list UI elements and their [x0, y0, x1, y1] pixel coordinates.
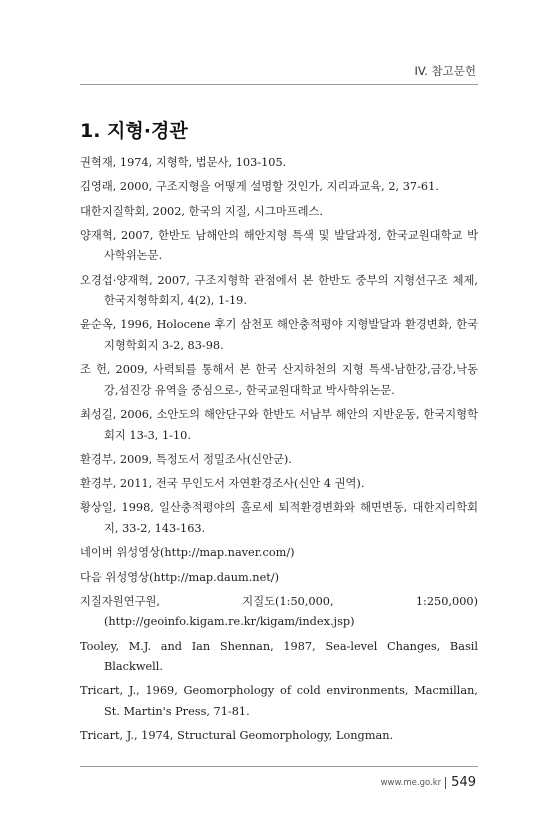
reference-item: 네이버 위성영상(http://map.naver.com/): [80, 546, 295, 560]
reference-item: 양재혁, 2007, 한반도 남해안의 해안지형 특색 및 발달과정, 한국교원대학교 박사학위논문.: [80, 228, 478, 263]
footer-site-url: www.me.go.kr: [380, 777, 442, 788]
reference-item: 오경섭·양재혁, 2007, 구조지형학 관점에서 본 한반도 중부의 지형선구조 체제, 한국지형학회지, 4(2), 1-19.: [80, 273, 478, 308]
header-rule: [80, 84, 478, 85]
footer-divider: [445, 777, 446, 789]
reference-item: 윤순옥, 1996, Holocene 후기 삼천포 해안충적평야 지형발달과 환경변화, 한국지형학회지 3-2, 83-98.: [80, 318, 478, 352]
reference-list: [80, 153, 478, 751]
chapter-label: IV. 참고문헌: [414, 64, 476, 78]
reference-item: 다음 위성영상(http://map.daum.net/): [80, 570, 280, 584]
reference-item: 환경부, 2011, 전국 무인도서 자연환경조사(신안 4 권역).: [80, 477, 365, 491]
page-number: 549: [451, 775, 476, 790]
reference-item: 김영래, 2000, 구조지형을 어떻게 설명할 것인가, 지리과교육, 2, 37-61.: [80, 180, 439, 194]
reference-item: 권혁재, 1974, 지형학, 법문사, 103-105.: [80, 156, 287, 169]
reference-item: 환경부, 2009, 특정도서 정밀조사(신안군).: [80, 452, 292, 466]
page-footer: [381, 772, 476, 791]
reference-item: 대한지질학회, 2002, 한국의 지질, 시그마프레스.: [80, 204, 323, 218]
reference-item: Tricart, J., 1974, Structural Geomorphology, Longman.: [80, 729, 394, 743]
reference-item: Tricart, J., 1969, Geomorphology of cold environments, Macmillan, St. Martin's Press, 71-81.: [80, 684, 478, 718]
reference-item: 조 헌, 2009, 사력퇴를 통해서 본 한국 산지하천의 지형 특색-남한강,금강,낙동강,섬진강 유역을 중심으로-, 한국교원대학교 박사학위논문.: [80, 363, 478, 397]
reference-item: Tooley, M.J. and Ian Shennan, 1987, Sea-level Changes, Basil Blackwell.: [80, 639, 478, 674]
reference-item: 지질자원연구원, 지질도(1:50,000, 1:250,000) (http://geoinfo.kigam.re.kr/kigam/index.jsp): [80, 594, 478, 629]
section-heading: 1. 지형·경관: [80, 120, 188, 142]
reference-item: 최성길, 2006, 소안도의 해안단구와 한반도 서남부 해안의 지반운동, 한국지형학회지 13-3, 1-10.: [80, 408, 478, 442]
reference-item: 황상일, 1998, 일산충적평야의 홀로세 퇴적환경변화와 해면변동, 대한지리학회지, 33-2, 143-163.: [80, 501, 478, 535]
footer-rule: [80, 766, 478, 767]
